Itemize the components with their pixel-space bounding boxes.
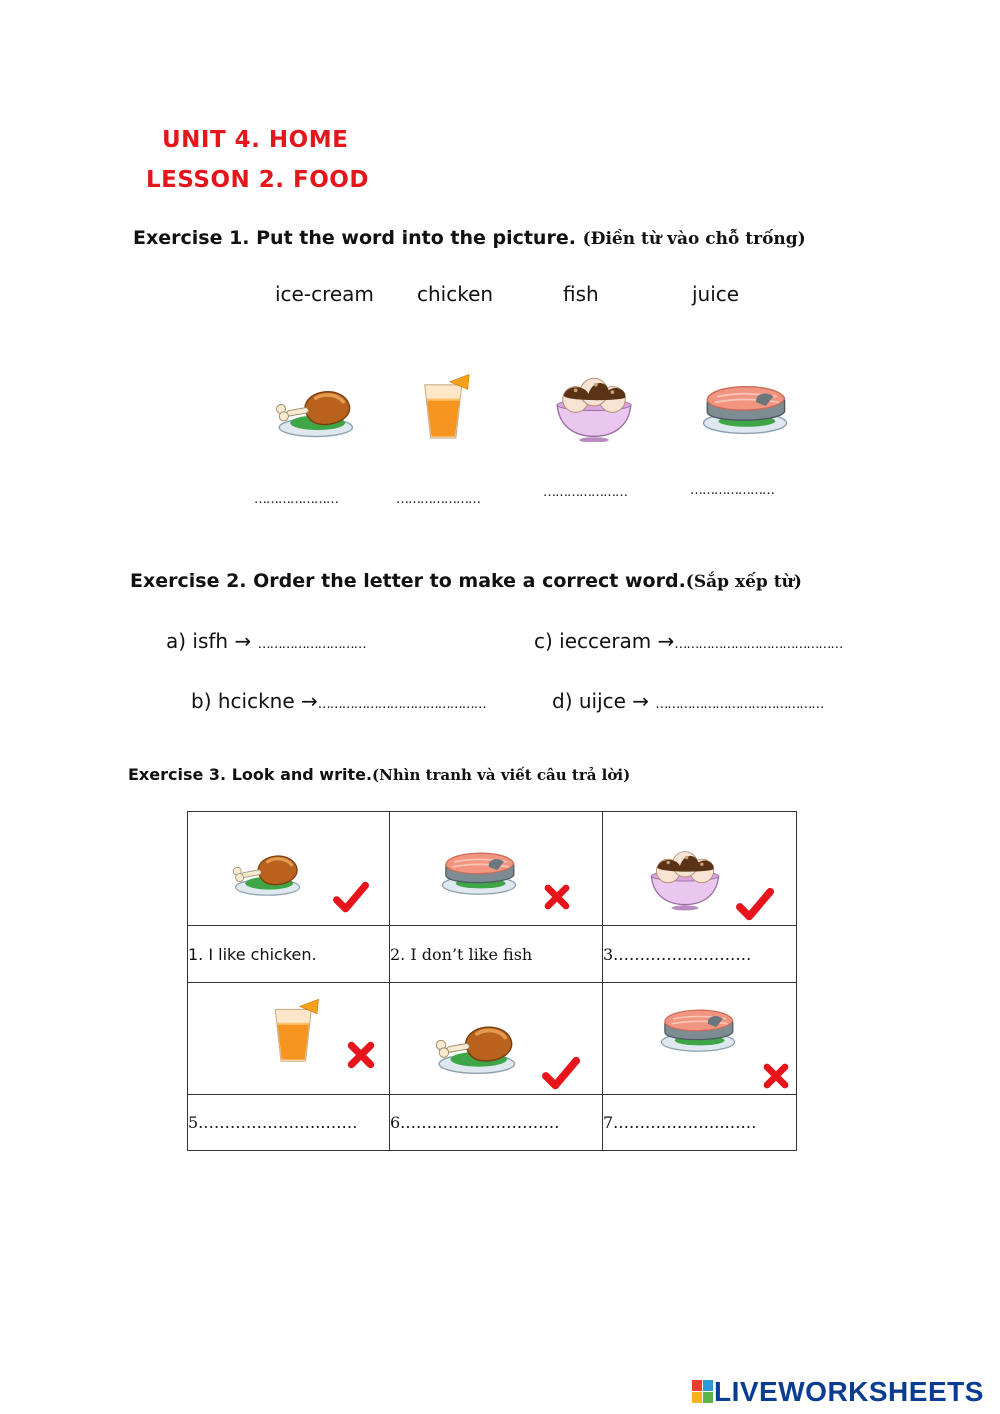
- chicken-icon: [226, 842, 306, 902]
- answer-blank-3[interactable]: …………………: [543, 485, 627, 500]
- word-juice: juice: [692, 282, 740, 306]
- scramble-blank-d[interactable]: ……………………………………: [655, 697, 824, 712]
- scramble-blank-a[interactable]: ………………………: [257, 637, 366, 652]
- cross-icon: [761, 1061, 791, 1091]
- exercise1-title-text: Exercise 1. Put the word into the picture.: [133, 227, 576, 249]
- word-ice-cream: ice-cream: [275, 282, 374, 306]
- ice-cream-icon: [548, 368, 640, 442]
- caption-cell-6[interactable]: 6.…………..……………: [390, 1095, 603, 1151]
- scramble-blank-b[interactable]: ……………………………………: [317, 697, 486, 712]
- caption-cell-5[interactable]: 5.…………………..……: [188, 1095, 390, 1151]
- exercise2-title-vn: (Sắp xếp từ): [685, 572, 802, 592]
- exercise3-title: [128, 765, 630, 784]
- picture-cell-2: [390, 812, 603, 926]
- juice-icon: [264, 995, 324, 1067]
- fish-icon: [432, 842, 526, 900]
- scramble-item-a: [166, 629, 366, 653]
- scramble-label-d: d) uijce →: [552, 689, 650, 713]
- scramble-item-c: [534, 629, 842, 653]
- scramble-blank-c[interactable]: ……………………………………: [674, 637, 843, 652]
- caption-cell-2: 2. I don’t like fish: [390, 926, 603, 983]
- scramble-label-b: b) hcickne →: [191, 689, 318, 713]
- look-and-write-table: [187, 811, 797, 1151]
- answer-blank-2[interactable]: …………………: [396, 492, 480, 507]
- chicken-icon: [426, 1013, 524, 1079]
- exercise3-title-vn: (Nhìn tranh và viết câu trả lời): [372, 766, 631, 784]
- answer-blank-4[interactable]: …………………: [690, 483, 774, 498]
- ice-cream-icon: [643, 840, 727, 912]
- unit-title: UNIT 4. HOME: [162, 127, 349, 153]
- exercise2-title: [130, 570, 802, 592]
- check-icon: [333, 880, 369, 916]
- scramble-item-b: [191, 689, 486, 713]
- logo-mark-icon: [692, 1380, 714, 1404]
- picture-cell-3: [603, 812, 797, 926]
- exercise1-title: [133, 227, 806, 249]
- caption-cell-3[interactable]: 3.………….…………: [603, 926, 797, 983]
- exercise3-title-text: Exercise 3. Look and write.: [128, 765, 373, 784]
- scramble-label-a: a) isfh →: [166, 629, 252, 653]
- picture-cell-6: [390, 983, 603, 1095]
- exercise2-title-text: Exercise 2. Order the letter to make a correct word.: [130, 570, 686, 592]
- picture-cell-7: [603, 983, 797, 1095]
- exercise1-title-vn: (Điền từ vào chỗ trống): [582, 229, 806, 249]
- check-icon: [542, 1055, 580, 1093]
- liveworksheets-logo: [692, 1376, 984, 1408]
- word-chicken: chicken: [417, 282, 494, 306]
- word-fish: fish: [563, 282, 599, 306]
- scramble-label-c: c) iecceram →: [534, 629, 675, 653]
- juice-icon: [414, 370, 474, 444]
- chicken-icon: [268, 378, 360, 442]
- cross-icon: [345, 1039, 377, 1071]
- caption-cell-1: 1. I like chicken.: [188, 926, 390, 983]
- answer-blank-1[interactable]: …………………: [254, 492, 338, 507]
- fish-icon: [697, 374, 793, 440]
- picture-cell-5: [188, 983, 390, 1095]
- lesson-title: LESSON 2. FOOD: [146, 167, 369, 193]
- caption-cell-7[interactable]: 7.………………..……: [603, 1095, 797, 1151]
- picture-cell-1: [188, 812, 390, 926]
- fish-icon: [653, 999, 743, 1057]
- scramble-item-d: [552, 689, 823, 713]
- check-icon: [736, 886, 774, 924]
- cross-icon: [542, 882, 572, 912]
- brand-name: LIVEWORKSHEETS: [714, 1376, 984, 1407]
